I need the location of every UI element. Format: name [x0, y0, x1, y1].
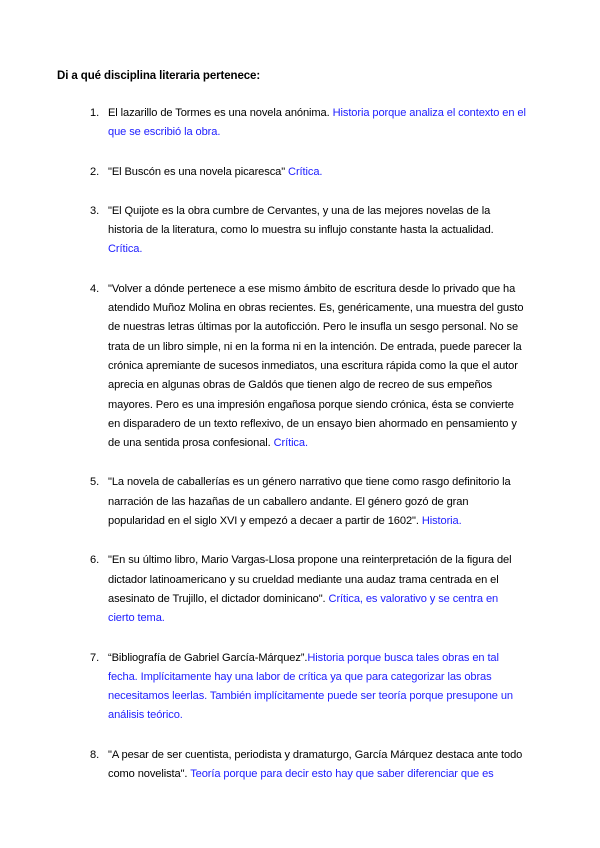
item-text: "El Buscón es una novela picaresca"	[108, 165, 289, 178]
item-answer: Crítica.	[273, 437, 308, 450]
list-item	[57, 104, 527, 143]
item-number: 4.	[90, 282, 100, 295]
item-text: "El Quijote es la obra cumbre de Cervantes, y una de las mejores novelas de la historia de la literatura, como lo muestra su influjo constante hasta la actualidad.	[108, 204, 494, 237]
list-item	[57, 649, 527, 726]
item-number: 1.	[90, 107, 100, 119]
list-item	[57, 202, 527, 260]
item-number: 2.	[90, 165, 100, 178]
page-heading: Di a qué disciplina literaria pertenece:	[57, 70, 261, 82]
list-item	[57, 473, 527, 531]
item-answer: Historia porque analiza el contexto en el que se escribió la obra.	[108, 107, 526, 139]
item-answer: Teoría porque para decir esto hay que saber diferenciar que es	[190, 768, 494, 781]
item-text: "A pesar de ser cuentista, periodista y dramaturgo, García Márquez destaca ante todo como novelista".	[108, 748, 523, 781]
item-answer: Crítica, es valorativo y se centra en cierto tema.	[108, 592, 499, 625]
list-item	[57, 551, 527, 628]
item-answer: Historia.	[421, 515, 462, 528]
item-answer: Crítica.	[108, 243, 143, 256]
item-number: 5.	[90, 476, 100, 489]
item-text: "En su último libro, Mario Vargas-Llosa propone una reinterpretación de la figura del dictador latinoamericano y su crueldad mediante una audaz trama centrada en el asesinato de Trujillo, el dictador dominicano".	[108, 554, 512, 605]
item-answer: Historia porque busca tales obras en tal fecha. Implícitamente hay una labor de crítica ya que para categorizar las obras necesitamos leerlas. También implícitamente puede ser teoría porque presupone un análisis teórico.	[108, 651, 513, 722]
item-answer: Crítica.	[288, 165, 323, 178]
item-text: El lazarillo de Tormes es una novela anónima.	[108, 107, 333, 119]
item-number: 3.	[90, 204, 100, 217]
item-number: 6.	[90, 554, 100, 567]
item-number: 8.	[90, 748, 100, 761]
item-text: “Bibliografía de Gabriel García-Márquez”.	[108, 651, 308, 664]
item-text: "Volver a dónde pertenece a ese mismo ámbito de escritura desde lo privado que ha atendido Muñoz Molina en obras recientes. Es, genéricamente, una muestra del gusto de nuestras letras últimas por la autoficción. Pero le insufla un sesgo personal. No se trata de un libro simple, ni en la forma ni en la intención. De entrada, puede parecer la crónica apremiante de sucesos inmediatos, una escritura rápida como la que el autor aprecia en algunas obras de Galdós que tienen algo de recreo de sus empeños mayores. Pero es una impresión engañosa porque siendo crónica, ésta se convierte en disparadero de un texto reflexivo, de un ensayo bien ahormado en pensamiento y de una sentida prosa confesional.	[108, 282, 524, 450]
list-item	[57, 163, 527, 182]
list-item	[57, 280, 527, 454]
question-list	[57, 104, 527, 804]
item-number: 7.	[90, 651, 100, 664]
item-text: "La novela de caballerías es un género narrativo que tiene como rasgo definitorio la narración de las hazañas de un caballero andante. El género gozó de gran popularidad en el siglo XVI y empezó a decaer a partir de 1602".	[108, 476, 511, 528]
list-item	[57, 746, 527, 785]
